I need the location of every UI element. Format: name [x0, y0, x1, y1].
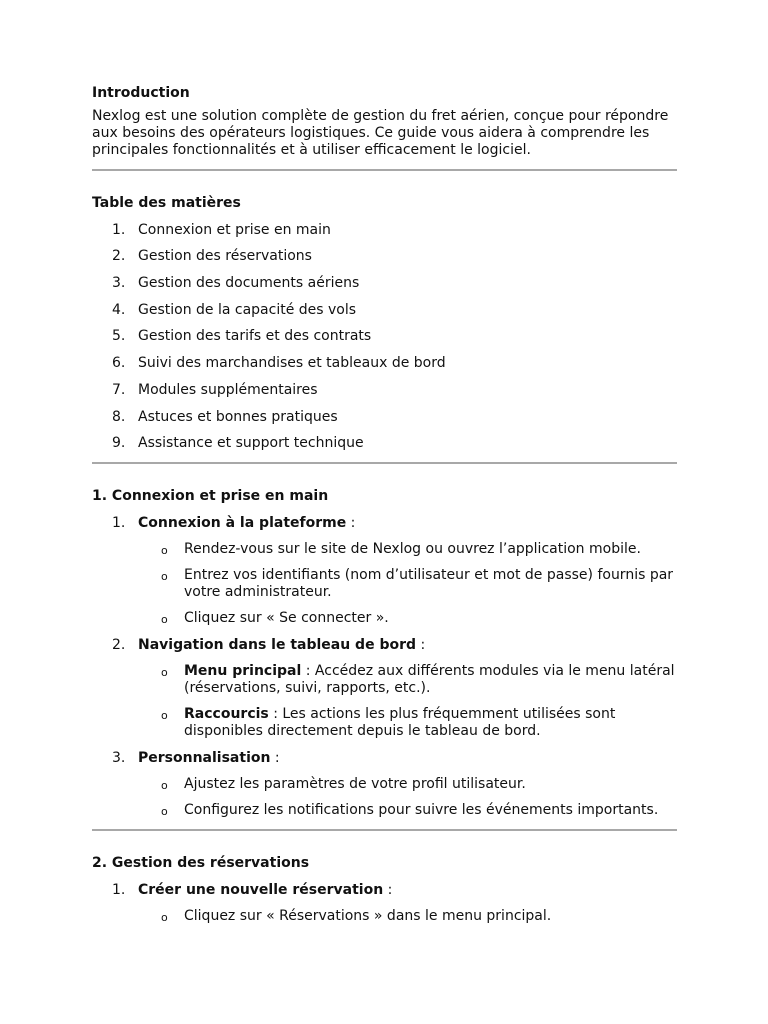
sub-item	[92, 541, 677, 558]
toc-number: 4.	[112, 301, 126, 318]
toc-label: Assistance et support technique	[138, 435, 364, 452]
toc-heading: Table des matières	[92, 195, 241, 211]
toc-label: Gestion des réservations	[138, 248, 312, 265]
sub-item	[92, 567, 677, 601]
toc-item	[92, 434, 677, 452]
item-title: Créer une nouvelle réservation	[138, 882, 384, 899]
sub-list	[138, 776, 677, 819]
bullet-marker: o	[161, 666, 168, 680]
sub-text: Cliquez sur « Se connecter ».	[184, 610, 389, 627]
item-title: Navigation dans le tableau de bord	[138, 637, 417, 654]
section2-list	[92, 881, 677, 925]
sub-text: : Accédez aux différents modules via le menu latéral (réservations, suivi, rapports, etc.).	[184, 663, 675, 697]
sub-item	[92, 610, 677, 627]
toc-number: 2.	[112, 248, 126, 265]
item-number: 3.	[112, 750, 126, 767]
section2-heading: 2. Gestion des réservations	[92, 855, 310, 872]
bullet-marker: o	[161, 544, 168, 558]
toc-label: Gestion des tarifs et des contrats	[138, 328, 372, 345]
item-number: 1.	[112, 515, 126, 532]
item-suffix: :	[270, 750, 280, 767]
sub-bold: Raccourcis	[184, 706, 269, 723]
toc-number: 6.	[112, 355, 126, 372]
section1-item	[92, 636, 677, 740]
toc-number: 7.	[112, 381, 126, 398]
item-title: Connexion à la plateforme	[138, 515, 347, 532]
sub-item	[92, 908, 677, 925]
sub-text: Cliquez sur « Réservations » dans le menu principal.	[184, 908, 552, 925]
sub-list	[138, 541, 677, 627]
item-title: Personnalisation	[138, 750, 271, 767]
sub-item	[92, 706, 677, 740]
sub-text: Configurez les notifications pour suivre les événements importants.	[184, 802, 659, 819]
item-number: 2.	[112, 637, 126, 654]
section2-item	[92, 881, 677, 925]
bullet-marker: o	[161, 570, 168, 584]
toc-label: Astuces et bonnes pratiques	[138, 408, 338, 425]
toc-item	[92, 247, 677, 265]
document-page	[92, 84, 677, 925]
toc-number: 8.	[112, 408, 126, 425]
toc-label: Modules supplémentaires	[138, 381, 318, 398]
section1-item	[92, 749, 677, 819]
sub-item	[92, 776, 677, 793]
sub-item	[92, 663, 677, 697]
sub-list	[138, 663, 677, 740]
sub-bold: Menu principal	[184, 663, 302, 680]
sub-text: Ajustez les paramètres de votre profil utilisateur.	[184, 776, 526, 793]
section1-item	[92, 514, 677, 627]
item-suffix: :	[416, 637, 426, 654]
toc-item	[92, 221, 677, 239]
item-suffix: :	[346, 515, 356, 532]
intro-paragraph: Nexlog est une solution complète de gestion du fret aérien, conçue pour répondre aux besoins des opérateurs logistiques. Ce guide vous aidera à comprendre les principales fonctionnalités et à utiliser efficacement le logiciel.	[92, 108, 669, 158]
section1-list	[92, 514, 677, 819]
bullet-marker: o	[161, 911, 168, 925]
item-suffix: :	[383, 882, 393, 899]
toc-item	[92, 381, 677, 399]
toc-item	[92, 408, 677, 426]
sub-list	[138, 908, 677, 925]
toc-label: Connexion et prise en main	[138, 221, 331, 238]
bullet-marker: o	[161, 779, 168, 793]
toc-label: Suivi des marchandises et tableaux de bord	[138, 355, 446, 372]
bullet-marker: o	[161, 805, 168, 819]
section1-heading: 1. Connexion et prise en main	[92, 488, 329, 505]
toc-label: Gestion de la capacité des vols	[138, 301, 357, 318]
toc-number: 1.	[112, 221, 126, 238]
toc-item	[92, 274, 677, 292]
sub-text: : Les actions les plus fréquemment utilisées sont disponibles directement depuis le tableau de bord.	[184, 706, 616, 740]
bullet-marker: o	[161, 613, 168, 627]
toc-item	[92, 327, 677, 345]
bullet-marker: o	[161, 709, 168, 723]
toc-label: Gestion des documents aériens	[138, 275, 360, 292]
toc-item	[92, 301, 677, 319]
separator	[92, 829, 677, 831]
toc-list	[92, 221, 677, 453]
sub-text: Entrez vos identifiants (nom d’utilisateur et mot de passe) fournis par votre administrateur.	[184, 567, 674, 601]
separator	[92, 462, 677, 464]
sub-text: Rendez-vous sur le site de Nexlog ou ouvrez l’application mobile.	[184, 541, 641, 558]
toc-item	[92, 354, 677, 372]
separator	[92, 169, 677, 171]
toc-number: 5.	[112, 328, 126, 345]
intro-heading: Introduction	[92, 85, 190, 101]
item-number: 1.	[112, 882, 126, 899]
toc-number: 9.	[112, 435, 126, 452]
sub-item	[92, 802, 677, 819]
toc-number: 3.	[112, 275, 126, 292]
